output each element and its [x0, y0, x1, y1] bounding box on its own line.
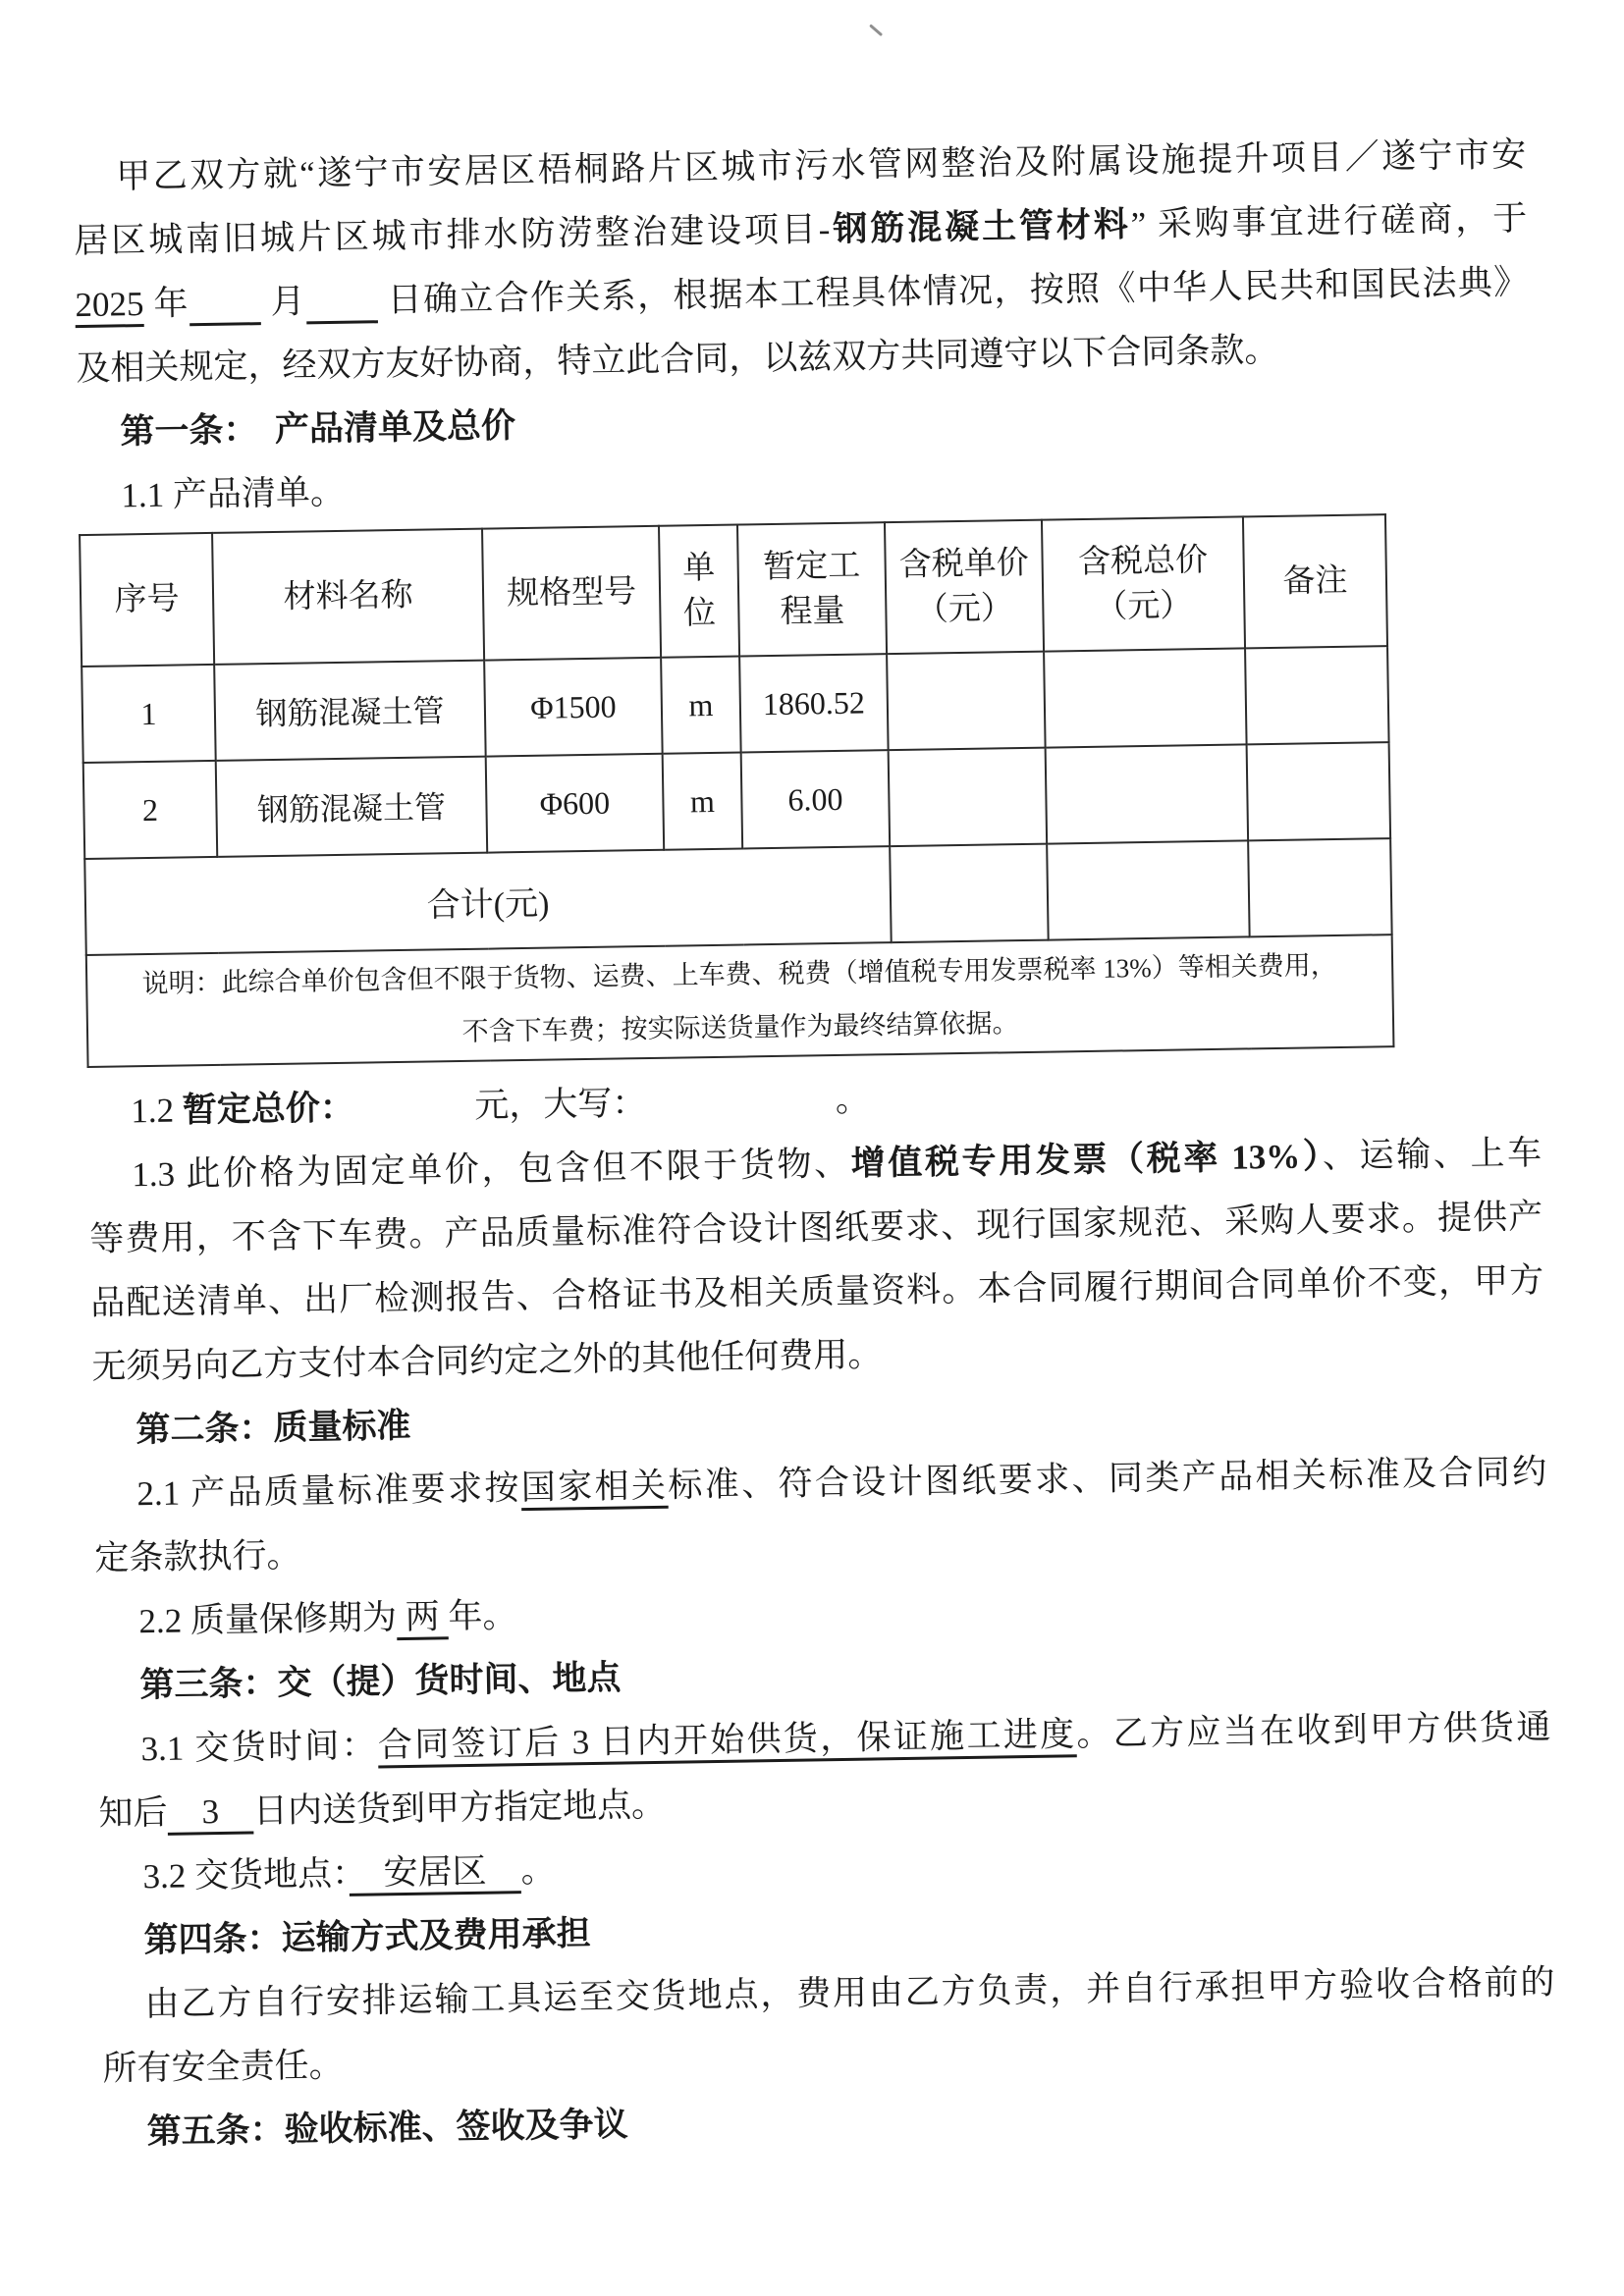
- text-segment: ” 采购事宜进行磋商，于: [1130, 198, 1528, 244]
- table-cell: [1044, 648, 1247, 747]
- text-segment: 定条款执行。: [94, 1535, 301, 1577]
- text-segment: 1.3 此价格为固定单价，包含但不限于货物、: [132, 1144, 851, 1195]
- table-body: [81, 646, 1393, 1067]
- bold-text: 增值税专用发票（税率 13%）: [850, 1137, 1324, 1183]
- table-cell: [1247, 742, 1391, 840]
- bold-text: 钢筋混凝土管材料: [830, 205, 1132, 249]
- underlined-text: 2025: [75, 285, 144, 325]
- underlined-text: 合同签订后 3 日内开始供货，保证施工进度: [377, 1715, 1077, 1765]
- text-segment: 3.2 交货地点：: [142, 1853, 350, 1896]
- section-5-heading: 第五条：验收标准、签收及争议: [146, 2105, 628, 2152]
- table-header-cell: 规格型号: [482, 526, 661, 661]
- clause-4-body: [101, 1950, 1556, 2101]
- scan-artifact: [869, 24, 883, 36]
- section-4-heading: 第四条：运输方式及费用承担: [143, 1914, 591, 1960]
- intro-paragraph: [73, 123, 1530, 400]
- text-segment: 3.1 交货时间：: [140, 1726, 379, 1769]
- table-cell: 1: [81, 665, 216, 763]
- table-cell: [1245, 646, 1389, 744]
- underlined-text: [189, 283, 261, 322]
- table-header-cell: 暂定工 程量: [737, 522, 887, 656]
- text-segment: 居区城南旧城片区城市排水防涝整治建设项目-: [74, 210, 831, 261]
- product-table: [79, 513, 1394, 1068]
- table-cell: [1248, 838, 1392, 936]
- text-segment: 。乙方应当在收到甲方供货通: [1076, 1707, 1551, 1754]
- underlined-text: [306, 281, 378, 320]
- table-header-cell: 单 位: [659, 525, 739, 658]
- text-segment: 日确立合作关系，根据本工程具体情况，按照《中华人民共和国民法典》: [377, 262, 1529, 320]
- text-segment: [628, 1081, 836, 1122]
- section-2-heading: 第二条：质量标准: [135, 1406, 411, 1450]
- table-header-cell: 备注: [1243, 514, 1387, 648]
- table-cell: 6.00: [741, 750, 891, 848]
- text-segment: 年。: [448, 1596, 517, 1636]
- note-row: [86, 934, 1394, 1067]
- clause-2-1: [93, 1440, 1548, 1590]
- text-segment: 年: [143, 284, 190, 324]
- section-1-heading: 第一条： 产品清单及总价: [120, 406, 516, 452]
- table-header-cell: 序号: [80, 533, 214, 667]
- clause-1-1: 1.1 产品清单。: [121, 472, 346, 515]
- contract-content: [73, 123, 1557, 2164]
- text-segment: 月: [260, 282, 307, 322]
- text-segment: 由乙方自行安排运输工具运至交货地点，费用由乙方负责，并自行承担甲方验收合格前的: [144, 1962, 1555, 2024]
- table-header-cell: 含税单价 （元）: [885, 520, 1044, 654]
- table-cell: [890, 844, 1049, 943]
- section-3-heading: 第三条：交（提）货时间、地点: [139, 1658, 622, 1705]
- table-cell: m: [661, 657, 741, 754]
- table-cell: [1046, 744, 1249, 843]
- table-cell: 1860.52: [739, 654, 889, 752]
- bold-text: 暂定总价：: [182, 1089, 338, 1130]
- underlined-text: 两: [396, 1597, 449, 1637]
- table-cell: 钢筋混凝土管: [214, 661, 486, 761]
- table-note: 说明：此综合单价包含但不限于货物、运费、上车费、税费（增值税专用发票税率 13%）等相关费用， 不含下车费；按实际送货量作为最终结算依据。: [86, 934, 1394, 1067]
- underlined-text: 3: [167, 1791, 254, 1832]
- text-segment: 。: [520, 1850, 556, 1891]
- text-segment: 知后: [98, 1792, 168, 1833]
- text-segment: 标准、符合设计图纸要求、同类产品相关标准及合同约: [668, 1452, 1547, 1505]
- text-segment: 2.1 产品质量标准要求按: [136, 1468, 522, 1514]
- text-segment: 甲乙双方就“遂宁市安居区梧桐路片区城市污水管网整治及附属设施提升项目／遂宁市安: [116, 134, 1527, 196]
- text-segment: 所有安全责任。: [102, 2046, 344, 2088]
- text-segment: 等费用，不含下车费。产品质量标准符合设计图纸要求、现行国家规范、采购人要求。提供产: [89, 1197, 1543, 1258]
- underlined-text: 安居区: [349, 1851, 521, 1893]
- table-header-row: [80, 514, 1387, 667]
- clause-1-3: [88, 1121, 1545, 1399]
- total-label-cell: 合计(元): [84, 846, 891, 955]
- table-cell: Φ600: [486, 754, 665, 853]
- text-segment: 品配送清单、出厂检测报告、合格证书及相关质量资料。本合同履行期间合同单价不变，甲方: [90, 1260, 1544, 1322]
- text-segment: 、运输、上车: [1322, 1133, 1543, 1176]
- underlined-text: 国家相关: [520, 1466, 669, 1508]
- text-segment: 。: [835, 1080, 871, 1120]
- text-segment: 2.2 质量保修期为: [138, 1598, 398, 1641]
- table-cell: m: [663, 753, 743, 850]
- table-cell: [887, 652, 1046, 751]
- clause-3-1: [97, 1695, 1552, 1845]
- table-cell: 钢筋混凝土管: [216, 757, 488, 857]
- table-cell: [1047, 840, 1250, 939]
- table-cell: Φ1500: [484, 658, 663, 757]
- text-segment: [337, 1087, 475, 1127]
- text-segment: 无须另向乙方支付本合同约定之外的其他任何费用。: [91, 1335, 883, 1386]
- table-cell: 2: [83, 761, 218, 859]
- text-segment: 及相关规定，经双方友好协商，特立此合同，以兹双方共同遵守以下合同条款。: [76, 330, 1279, 389]
- table-cell: [889, 748, 1048, 847]
- table-header-cell: 含税总价 （元）: [1042, 516, 1245, 651]
- table-header-cell: 材料名称: [212, 529, 484, 665]
- text-segment: 1.2: [130, 1091, 184, 1131]
- text-segment: 元，大写：: [473, 1084, 630, 1125]
- text-segment: 日内送货到甲方指定地点。: [252, 1785, 667, 1831]
